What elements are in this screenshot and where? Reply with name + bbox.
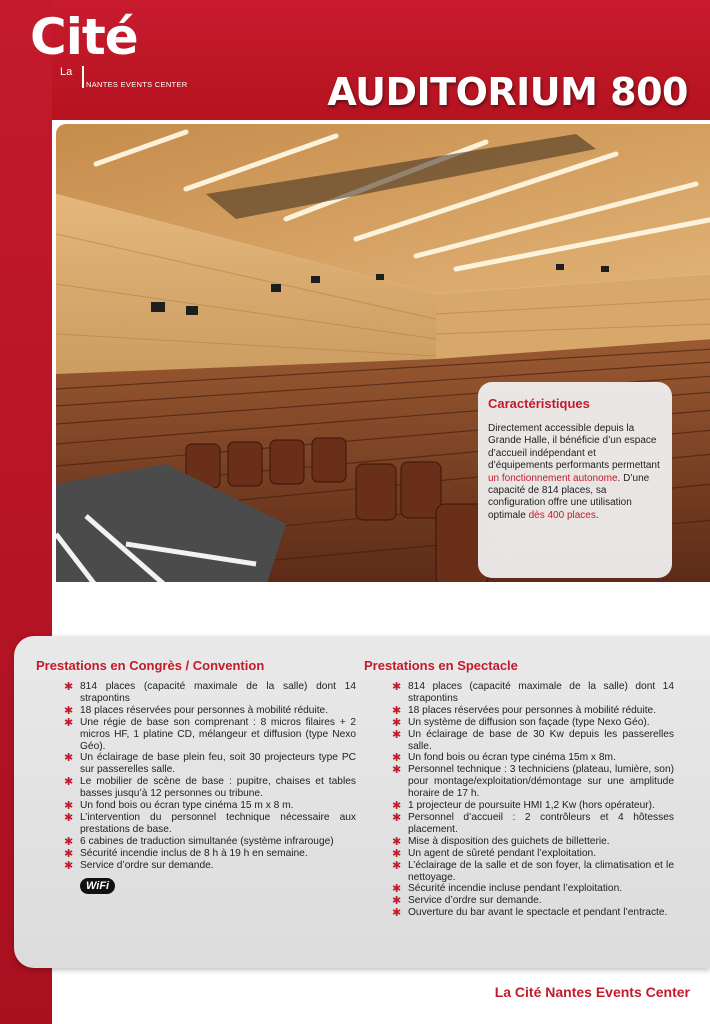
- list-item-text: L’éclairage de la salle et de son foyer, la climatisation et le nettoyage.: [408, 859, 674, 883]
- star-icon: ✱: [64, 859, 74, 872]
- star-icon: ✱: [392, 835, 402, 848]
- list-item: [64, 776, 356, 800]
- star-icon: ✱: [392, 847, 402, 860]
- list-item: [64, 848, 356, 860]
- star-icon: ✱: [392, 800, 402, 813]
- list-item-text: Un fond bois ou écran type cinéma 15m x 8m.: [408, 752, 616, 764]
- footer-brand: La Cité Nantes Events Center: [494, 984, 690, 1000]
- list-item: [64, 860, 356, 872]
- spectacle-column: [364, 658, 674, 919]
- list-item: [64, 836, 356, 848]
- star-icon: ✱: [392, 895, 402, 908]
- list-item: [392, 764, 674, 800]
- star-icon: ✱: [64, 835, 74, 848]
- characteristics-text-part: . D’une capacité de 814 places, sa configuration offre une utilisation optimale: [488, 472, 650, 521]
- list-item-text: Une régie de base son comprenant : 8 micros filaires + 2 micros HF, 1 platine CD, mélangeur et diffusion (type Nexo Géo).: [80, 716, 356, 752]
- list-item-text: Personnel technique : 3 techniciens (plateau, lumière, son) pour montage/exploitation/démontage sur une amplitude horaire de 17 h.: [408, 764, 674, 800]
- logo-la: La: [60, 66, 73, 78]
- list-item-text: Sécurité incendie incluse pendant l’exploitation.: [408, 883, 623, 895]
- list-item: [392, 836, 674, 848]
- list-item-text: Un agent de sûreté pendant l’exploitation.: [408, 847, 597, 859]
- list-item: [392, 848, 674, 860]
- list-item: [64, 681, 356, 705]
- list-item-text: Personnel d’accueil : 2 contrôleurs et 4 hôtesses placement.: [408, 811, 674, 835]
- characteristics-highlight: un fonctionnement autonome: [488, 472, 618, 484]
- star-icon: ✱: [64, 752, 74, 765]
- list-item-text: 18 places réservées pour personnes à mobilité réduite.: [408, 704, 657, 716]
- characteristics-text: [488, 423, 662, 522]
- list-item: [392, 895, 674, 907]
- list-item: [392, 705, 674, 717]
- list-item: [392, 800, 674, 812]
- characteristics-card: [478, 382, 672, 578]
- star-icon: ✱: [64, 776, 74, 789]
- list-item: [64, 717, 356, 753]
- characteristics-text-part: Directement accessible depuis la Grande Halle, il bénéficie d’un espace d’accueil indépendant et d’équipements performants permettant: [488, 423, 660, 472]
- star-icon: ✱: [64, 847, 74, 860]
- list-item-text: Le mobilier de scène de base : pupitre, chaises et tables basses jusqu’à 12 personnes ou tribune.: [80, 776, 356, 800]
- congres-list: [36, 681, 356, 872]
- list-item-text: 814 places (capacité maximale de la salle) dont 14 strapontins: [80, 681, 356, 704]
- list-item: [392, 907, 674, 919]
- star-icon: ✱: [392, 907, 402, 920]
- star-icon: ✱: [392, 859, 402, 872]
- star-icon: ✱: [64, 681, 74, 693]
- spectacle-list: [364, 681, 674, 919]
- star-icon: ✱: [392, 764, 402, 777]
- logo: [30, 8, 200, 89]
- star-icon: ✱: [64, 704, 74, 717]
- list-item-text: Ouverture du bar avant le spectacle et pendant l’entracte.: [408, 907, 668, 919]
- star-icon: ✱: [64, 811, 74, 824]
- list-item-text: 814 places (capacité maximale de la salle) dont 14 strapontins: [408, 681, 674, 704]
- wifi-label: WiFi: [86, 879, 110, 892]
- characteristics-highlight: dès 400 places: [528, 509, 596, 521]
- spectacle-title: Prestations en Spectacle: [364, 658, 518, 673]
- list-item: [392, 752, 674, 764]
- list-item: [392, 883, 674, 895]
- list-item: [64, 705, 356, 717]
- congres-title: Prestations en Congrès / Convention: [36, 658, 265, 673]
- list-item: [64, 800, 356, 812]
- list-item: [64, 812, 356, 836]
- list-item-text: Un éclairage de base de 30 Kw depuis les passerelles salle.: [408, 728, 674, 752]
- list-item-text: Un système de diffusion son façade (type Nexo Géo).: [408, 716, 650, 728]
- congres-column: [36, 658, 356, 894]
- list-item-text: 6 cabines de traduction simultanée (système infrarouge): [80, 835, 334, 847]
- list-item-text: 18 places réservées pour personnes à mobilité réduite.: [80, 704, 329, 716]
- list-item: [392, 717, 674, 729]
- list-item-text: 1 projecteur de poursuite HMI 1,2 Kw (hors opérateur).: [408, 800, 655, 812]
- star-icon: ✱: [392, 883, 402, 896]
- page-title: AUDITORIUM 800: [327, 70, 688, 114]
- services-panel: [14, 636, 710, 968]
- list-item-text: Service d’ordre sur demande.: [408, 895, 542, 907]
- star-icon: ✱: [392, 728, 402, 741]
- logo-word: Cité: [30, 8, 138, 66]
- star-icon: ✱: [392, 811, 402, 824]
- list-item: [392, 860, 674, 884]
- list-item-text: Mise à disposition des guichets de billetterie.: [408, 835, 610, 847]
- list-item-text: L’intervention du personnel technique nécessaire aux prestations de base.: [80, 811, 356, 835]
- characteristics-title: Caractéristiques: [488, 396, 590, 411]
- star-icon: ✱: [392, 681, 402, 693]
- star-icon: ✱: [392, 716, 402, 729]
- star-icon: ✱: [392, 752, 402, 765]
- logo-divider: [82, 66, 84, 88]
- list-item: [64, 752, 356, 776]
- list-item-text: Sécurité incendie inclus de 8 h à 19 h en semaine.: [80, 847, 308, 859]
- star-icon: ✱: [64, 800, 74, 813]
- list-item-text: Service d’ordre sur demande.: [80, 859, 214, 871]
- wifi-icon: [80, 878, 115, 894]
- star-icon: ✱: [64, 716, 74, 729]
- list-item-text: Un fond bois ou écran type cinéma 15 m x 8 m.: [80, 800, 294, 812]
- list-item-text: Un éclairage de base plein feu, soit 30 projecteurs type PC sur passerelles salle.: [80, 752, 356, 776]
- characteristics-text-part: .: [595, 509, 599, 521]
- list-item: [392, 812, 674, 836]
- list-item: [392, 681, 674, 705]
- logo-subtitle: NANTES EVENTS CENTER: [86, 80, 188, 89]
- list-item: [392, 729, 674, 753]
- star-icon: ✱: [392, 704, 402, 717]
